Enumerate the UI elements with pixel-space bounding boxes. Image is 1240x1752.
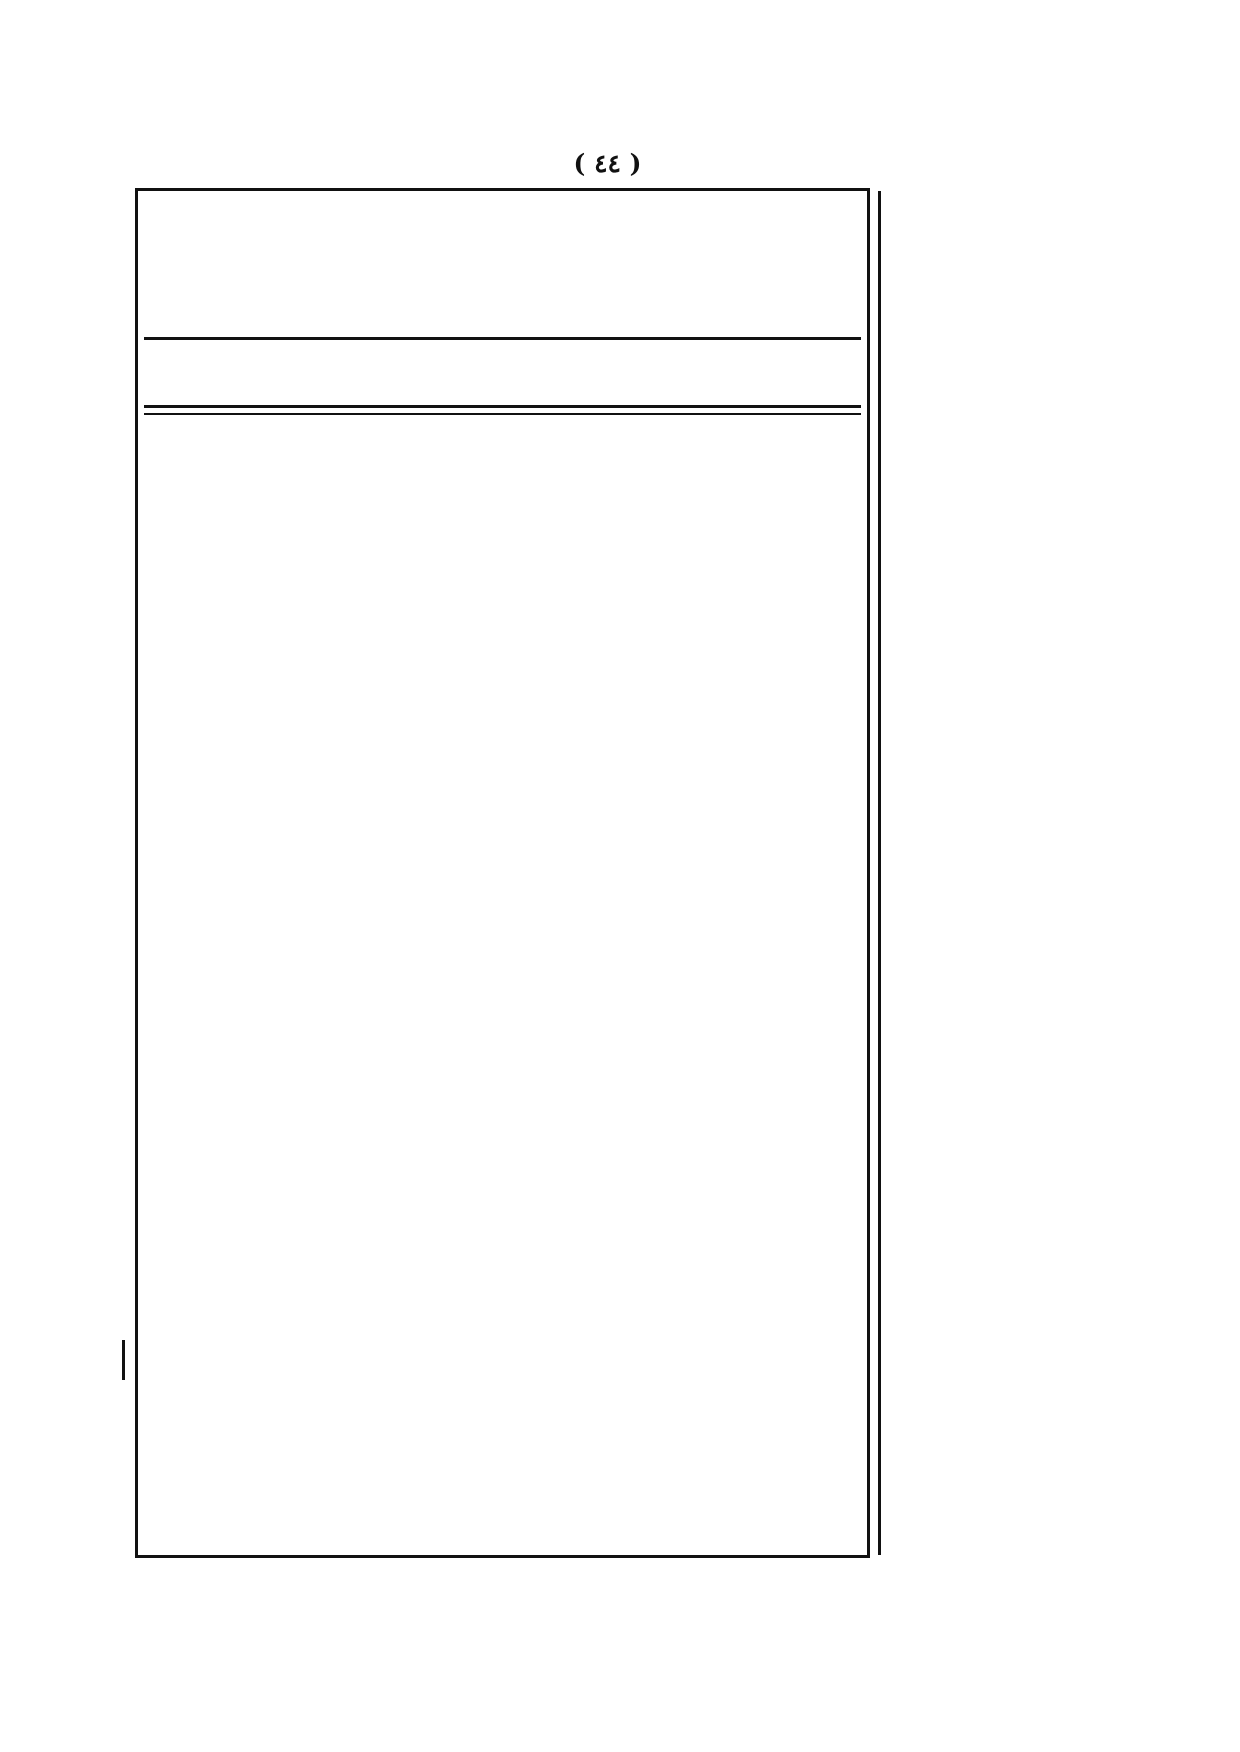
margin-text-column	[893, 196, 1070, 1546]
margin-text-line	[893, 934, 1070, 975]
margin-text-line	[893, 1016, 1070, 1057]
text-line	[152, 992, 853, 1033]
commentary-text	[152, 425, 853, 1547]
margin-text-line	[893, 401, 1070, 442]
page-header	[135, 138, 1080, 188]
text-line	[152, 952, 853, 993]
text-line	[152, 239, 853, 279]
page-number: ( ٤٤ )	[573, 148, 642, 178]
text-line	[152, 709, 853, 750]
margin-text-line	[893, 1344, 1070, 1385]
text-line	[152, 1397, 853, 1438]
margin-text-line	[893, 1262, 1070, 1303]
text-line	[152, 1033, 853, 1074]
header-running-title	[135, 149, 1080, 178]
divider-rule	[144, 337, 861, 340]
margin-text-line	[893, 688, 1070, 729]
text-line	[152, 1316, 853, 1357]
text-line	[152, 1519, 853, 1548]
divider-rule	[144, 405, 861, 408]
margin-text-line	[893, 1385, 1070, 1426]
text-line	[152, 466, 853, 507]
margin-text-line	[893, 319, 1070, 360]
margin-text-line	[893, 1508, 1070, 1546]
margin-text-line	[893, 1426, 1070, 1467]
text-line	[152, 790, 853, 831]
divider-rule-thin	[144, 413, 861, 415]
margin-text-line	[893, 565, 1070, 606]
margin-text-line	[893, 237, 1070, 278]
text-line	[152, 506, 853, 547]
section-title	[144, 345, 861, 399]
text-line	[152, 1195, 853, 1236]
margin-text-line	[893, 278, 1070, 319]
continuation-text	[152, 199, 853, 329]
margin-text-line	[893, 647, 1070, 688]
text-line	[152, 628, 853, 669]
main-text-frame	[135, 188, 870, 1558]
margin-text-line	[893, 1139, 1070, 1180]
margin-text-line	[893, 770, 1070, 811]
margin-text-line	[893, 606, 1070, 647]
text-line	[152, 1357, 853, 1398]
margin-text-line	[893, 1098, 1070, 1139]
margin-text-line	[893, 852, 1070, 893]
text-line	[152, 749, 853, 790]
text-line	[152, 911, 853, 952]
text-line	[152, 830, 853, 871]
text-line	[152, 279, 853, 319]
margin-text-line	[893, 1057, 1070, 1098]
margin-text-line	[893, 483, 1070, 524]
text-line	[152, 1073, 853, 1114]
text-line	[152, 1235, 853, 1276]
margin-text-line	[893, 811, 1070, 852]
text-line	[152, 199, 853, 239]
margin-text-line	[893, 442, 1070, 483]
margin-text-line	[893, 729, 1070, 770]
margin-text-line	[893, 1467, 1070, 1508]
margin-text-line	[893, 196, 1070, 237]
text-line	[152, 425, 853, 466]
text-line	[152, 1154, 853, 1195]
text-line	[152, 871, 853, 912]
margin-text-line	[893, 1303, 1070, 1344]
margin-text-line	[893, 524, 1070, 565]
margin-text-line	[893, 360, 1070, 401]
margin-bracket	[122, 1340, 125, 1380]
text-line	[152, 1438, 853, 1479]
margin-text-line	[893, 975, 1070, 1016]
text-line	[152, 1478, 853, 1519]
text-line	[152, 547, 853, 588]
margin-text-line	[893, 1221, 1070, 1262]
margin-text-line	[893, 893, 1070, 934]
text-line	[152, 1276, 853, 1317]
text-line	[152, 1114, 853, 1155]
text-line	[152, 668, 853, 709]
text-line	[152, 587, 853, 628]
margin-text-line	[893, 1180, 1070, 1221]
